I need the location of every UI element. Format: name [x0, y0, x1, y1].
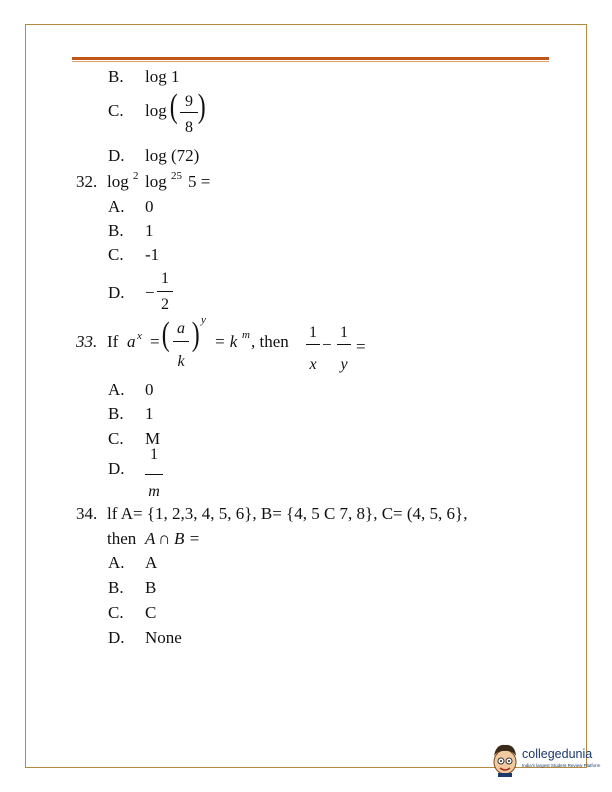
q33-m-exp: m	[242, 329, 250, 341]
q34-cap: ∩	[158, 529, 171, 548]
q33-option-b-letter: B.	[108, 404, 124, 423]
brand-name: collegedunia	[522, 747, 593, 761]
q31-option-d-text: log (72)	[145, 146, 200, 165]
q34-option-c-letter: C.	[108, 603, 124, 622]
q33-then: , then	[251, 332, 289, 351]
header-rule-thin	[72, 61, 549, 62]
q33-frac-denominator: k	[177, 353, 185, 370]
left-paren: (	[161, 316, 170, 353]
q31-option-d-letter: D.	[108, 146, 125, 165]
q33-option-a-letter: A.	[108, 380, 125, 399]
q34-option-b-letter: B.	[108, 578, 124, 597]
q32-exp1: 2	[133, 170, 139, 182]
fraction-bar	[180, 112, 198, 113]
q33-eq2: = k	[214, 332, 238, 351]
q31-option-c-func: log	[145, 101, 167, 120]
q34-number: 34.	[76, 504, 98, 523]
q33-f2-numerator: 1	[340, 324, 348, 341]
fraction-bar	[157, 291, 173, 292]
q32-d-denominator: 2	[161, 296, 169, 313]
left-paren: (	[169, 88, 178, 125]
q33-if: If	[107, 332, 119, 351]
q32-option-d-letter: D.	[108, 283, 125, 302]
q33-x-exp: x	[137, 330, 142, 342]
q33-f1-numerator: 1	[309, 324, 317, 341]
q34-option-d-letter: D.	[108, 628, 125, 647]
q31-option-b-text: log 1	[145, 67, 180, 86]
fraction-bar	[173, 341, 189, 342]
q32-number: 32.	[76, 172, 98, 191]
q33-eq3: =	[356, 337, 366, 356]
q33-frac-numerator: a	[177, 320, 185, 337]
right-paren: )	[191, 316, 200, 353]
q33-d-denominator: m	[148, 483, 160, 500]
q34-option-a-letter: A.	[108, 553, 125, 572]
header-rule	[72, 57, 549, 60]
q33-a: a	[127, 332, 136, 351]
q33-f1-denominator: x	[309, 356, 317, 373]
q34-set-a: A	[145, 529, 156, 548]
fraction-bar	[337, 344, 351, 345]
q34-set-b: B =	[174, 529, 201, 548]
q32-option-a-text: 0	[145, 197, 154, 216]
q32-tail: 5 =	[188, 172, 211, 191]
q32-option-b-text: 1	[145, 221, 154, 240]
q32-d-numerator: 1	[161, 270, 169, 287]
q34-line1: lf A= {1, 2,3, 4, 5, 6}, B= {4, 5 C 7, 8}, C= (4, 5, 6},	[107, 504, 468, 523]
q32-option-b-letter: B.	[108, 221, 124, 240]
q32-log1: log	[107, 172, 129, 191]
q32-exp2: 25	[171, 170, 182, 182]
fraction-bar	[306, 344, 320, 345]
q34-option-d-text: None	[145, 628, 182, 647]
mascot-logo-icon	[490, 742, 520, 778]
q33-y-exp: y	[201, 314, 206, 326]
q33-f2-denominator: y	[340, 356, 348, 373]
q33-number: 33.	[76, 332, 98, 351]
q31-option-c-letter: C.	[108, 101, 124, 120]
q34-option-a-text: A	[145, 553, 158, 572]
q32-log2: log	[145, 172, 167, 191]
q33-eq: =	[150, 332, 160, 351]
q33-option-a-text: 0	[145, 380, 154, 399]
q33-option-d-letter: D.	[108, 459, 125, 478]
right-paren: )	[197, 88, 206, 125]
fraction-bar	[145, 474, 163, 475]
q33-minus: −	[322, 335, 332, 354]
q33-option-b-text: 1	[145, 404, 154, 423]
q32-option-d-sign: −	[145, 283, 155, 302]
q32-option-c-text: -1	[145, 245, 160, 264]
q33-option-c-letter: C.	[108, 429, 124, 448]
q34-option-c-text: C	[145, 603, 157, 622]
q33-d-numerator: 1	[150, 446, 158, 463]
q32-option-a-letter: A.	[108, 197, 125, 216]
q31-option-b-letter: B.	[108, 67, 124, 86]
q33-option-c-text: M	[145, 429, 161, 448]
brand-tagline: India's largest Student Review Platform	[522, 763, 601, 768]
q34-option-b-text: B	[145, 578, 157, 597]
q32-option-c-letter: C.	[108, 245, 124, 264]
q34-then: then	[107, 529, 137, 548]
q31-c-numerator: 9	[185, 93, 193, 110]
q31-c-denominator: 8	[185, 119, 193, 136]
